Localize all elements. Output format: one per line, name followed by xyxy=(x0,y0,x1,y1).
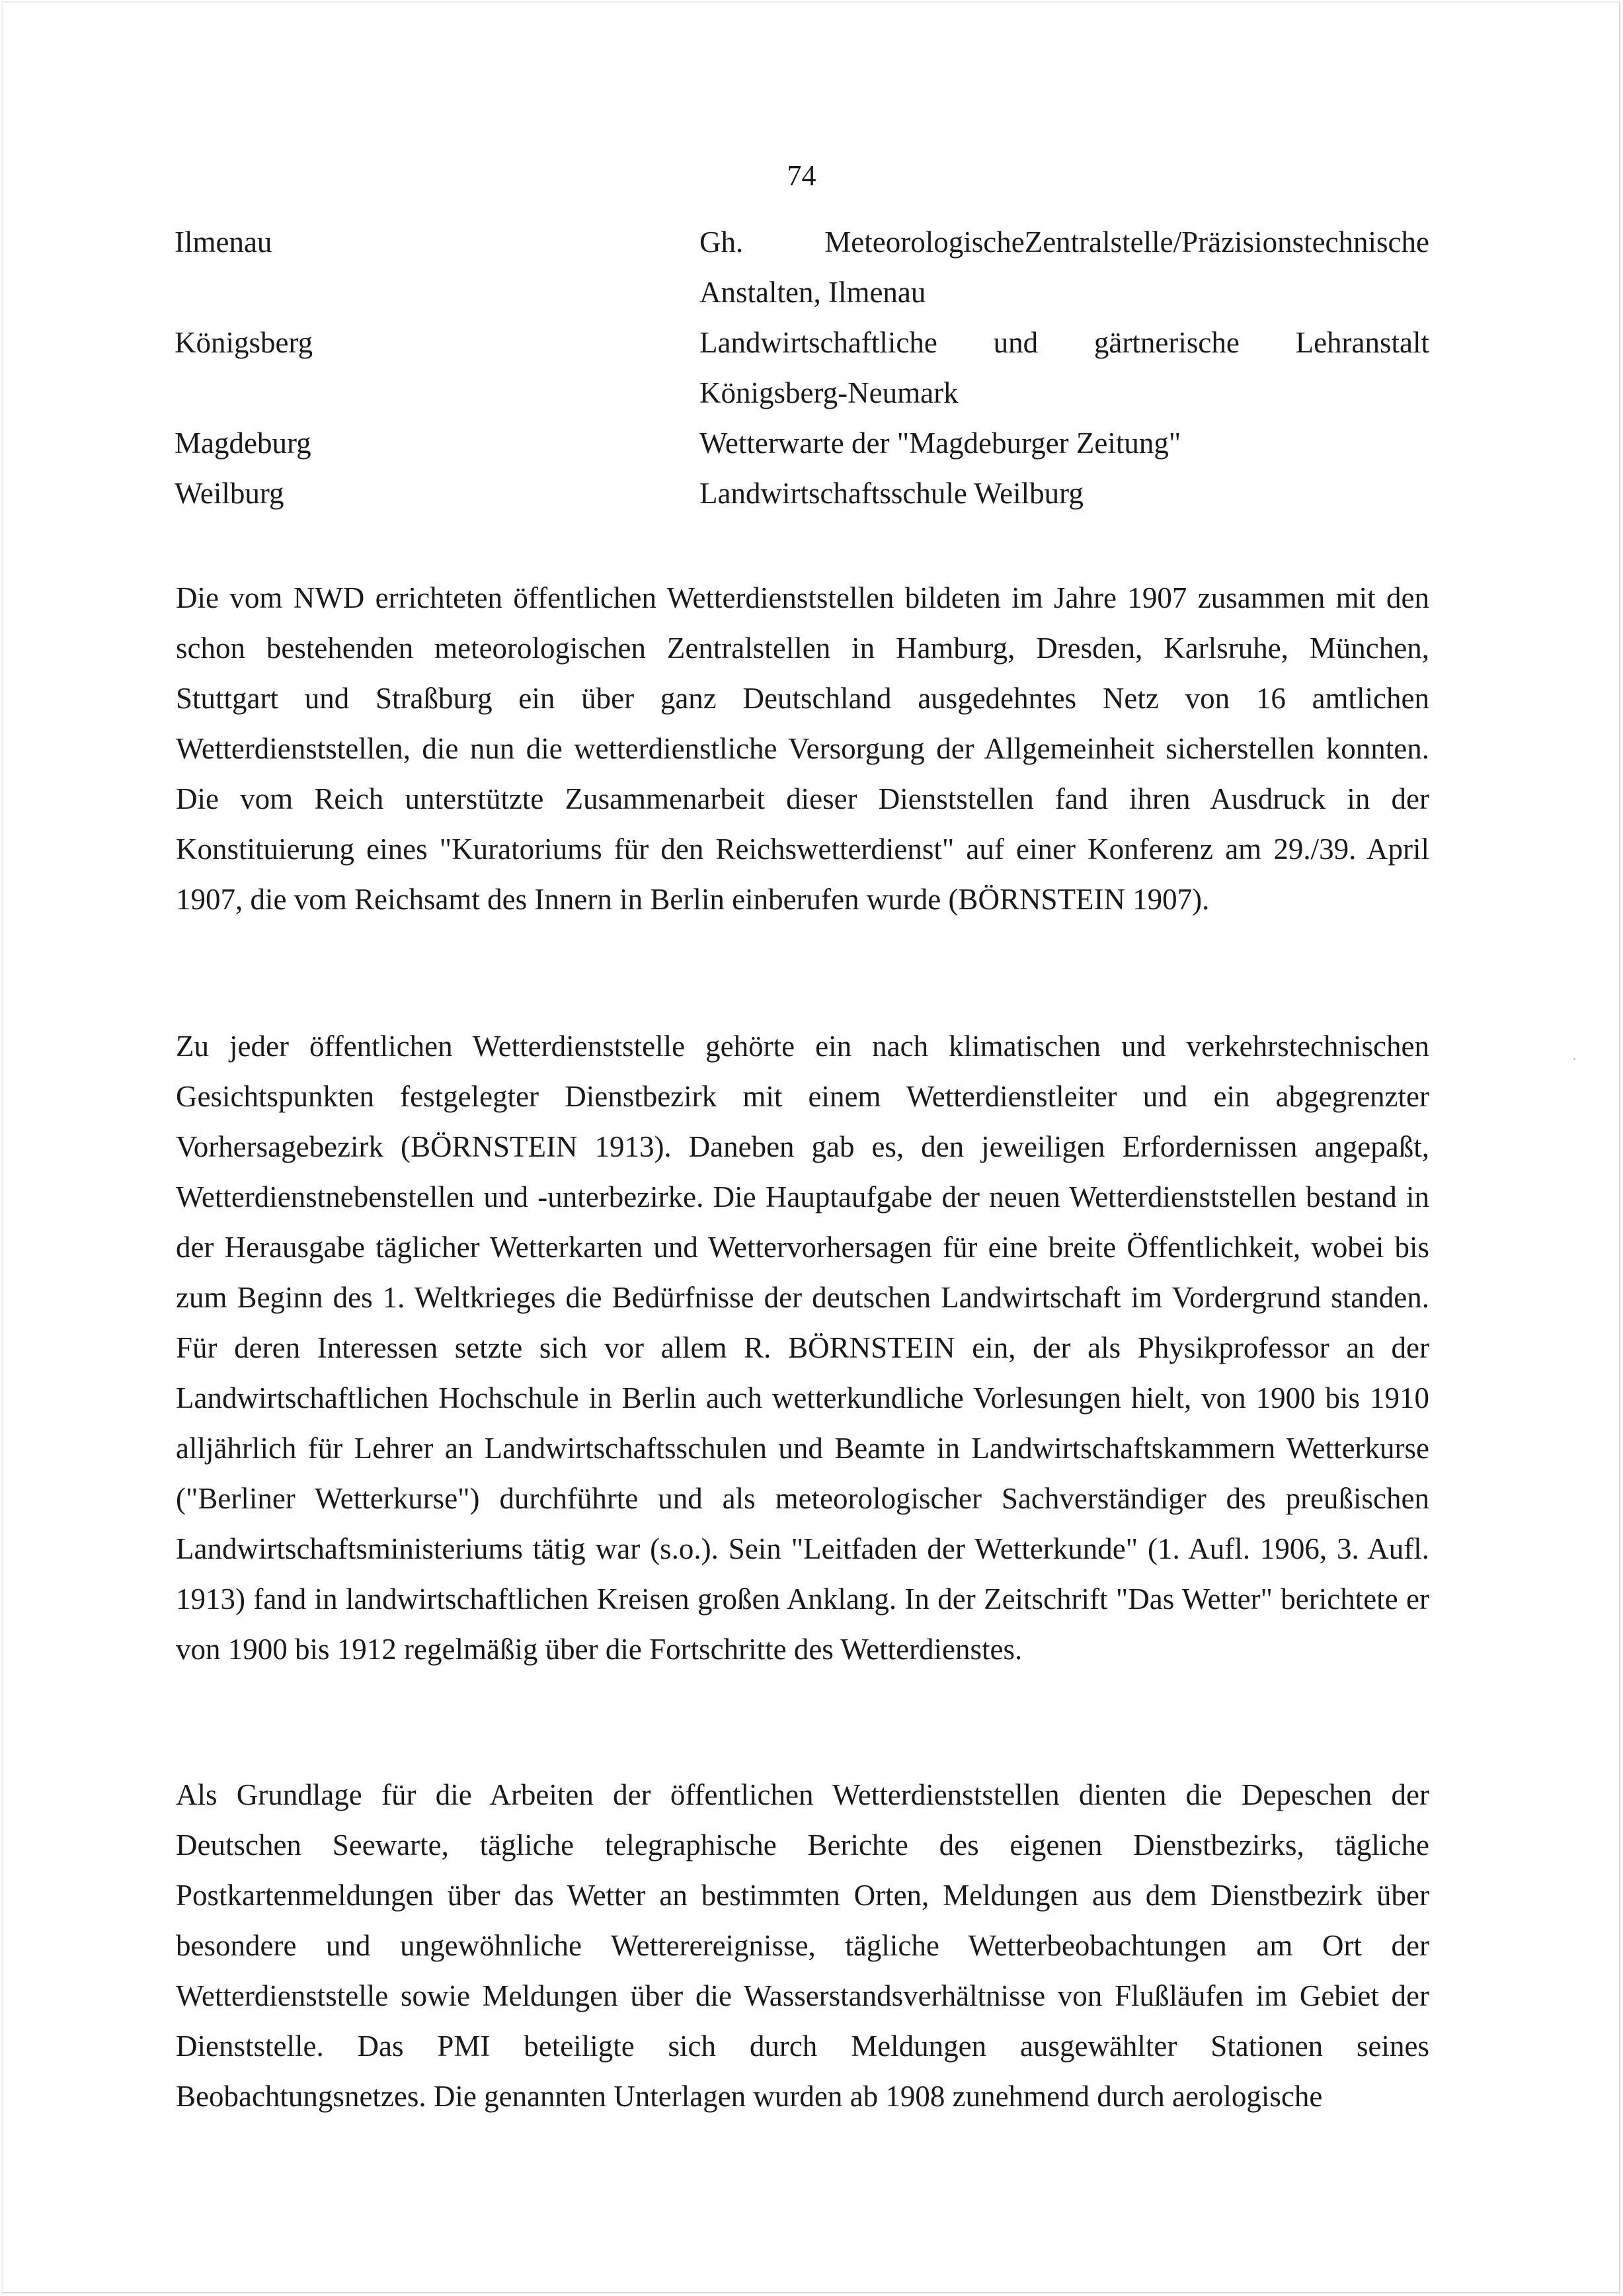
body-paragraph: Die vom NWD errichteten öffentlichen Wetterdienststellen bildeten im Jahre 1907 zusammen mit den schon bestehenden meteorologischen Zentralstellen in Hamburg, Dresden, Karlsruhe, München, Stuttgart und Straßburg ein über ganz Deutschland ausgedehntes Netz von 16 amtlichen Wetterdienststellen, die nun die wetterdienstliche Versorgung der Allgemeinheit sicherstellen konnten. Die vom Reich unterstützte Zusammenarbeit dieser Dienststellen fand ihren Ausdruck in der Konstituierung eines "Kuratoriums für den Reichswetterdienst" auf einer Konferenz am 29./39. April 1907, die vom Reichsamt des Innern in Berlin einberufen wurde (BÖRNSTEIN 1907). xyxy=(176,581,1429,916)
institution-name xyxy=(699,418,1429,468)
institution-name-line: Landwirtschaftsschule Weilburg xyxy=(699,477,1084,510)
institution-place: Magdeburg xyxy=(175,427,311,460)
scan-speck xyxy=(1573,1058,1575,1060)
institution-name xyxy=(699,317,1429,418)
institution-name-line: Gh. MeteorologischeZentralstelle/Präzisionstechnische xyxy=(699,226,1429,259)
institution-list xyxy=(175,217,1429,518)
body-paragraph: Zu jeder öffentlichen Wetterdienststelle gehörte ein nach klimatischen und verkehrstechnischen Gesichtspunkten festgelegter Dienstbezirk mit einem Wetterdienstleiter und ein abgegrenzter Vorhersagebezirk (BÖRNSTEIN 1913). Daneben gab es, den jeweiligen Erfordernissen angepaßt, Wetterdienstnebenstellen und -unterbezirke. Die Hauptaufgabe der neuen Wetterdienststellen bestand in der Herausgabe täglicher Wetterkarten und Wettervorhersagen für eine breite Öffentlichkeit, wobei bis zum Beginn des 1. Weltkrieges die Bedürfnisse der deutschen Landwirtschaft im Vordergrund standen. Für deren Interessen setzte sich vor allem R. BÖRNSTEIN ein, der als Physikprofessor an der Landwirtschaftlichen Hochschule in Berlin auch wetterkundliche Vorlesungen hielt, von 1900 bis 1910 alljährlich für Lehrer an Landwirtschaftsschulen und Beamte in Landwirtschaftskammern Wetterkurse ("Berliner Wetterkurse") durchführte und als meteorologischer Sachverständiger des preußischen Landwirtschaftsministeriums tätig war (s.o.). Sein "Leitfaden der Wetterkunde" (1. Aufl. 1906, 3. Aufl. 1913) fand in landwirtschaftlichen Kreisen großen Anklang. In der Zeitschrift "Das Wetter" berichtete er von 1900 bis 1912 regelmäßig über die Fortschritte des Wetterdienstes. xyxy=(176,1030,1429,1666)
institution-row xyxy=(175,217,1429,317)
institution-row xyxy=(175,317,1429,418)
institution-name xyxy=(699,468,1429,518)
institution-row xyxy=(175,418,1429,468)
page-number: 74 xyxy=(787,159,816,192)
institution-place: Königsberg xyxy=(175,326,313,359)
institution-name-line: Anstalten, Ilmenau xyxy=(699,276,926,309)
body-paragraph: Als Grundlage für die Arbeiten der öffentlichen Wetterdienststellen dienten die Depeschen der Deutschen Seewarte, tägliche telegraphische Berichte des eigenen Dienstbezirks, tägliche Postkartenmeldungen über das Wetter an bestimmten Orten, Meldungen aus dem Dienstbezirk über besondere und ungewöhnliche Wetterereignisse, tägliche Wetterbeobachtungen am Ort der Wetterdienststelle sowie Meldungen über die Wasserstandsverhältnisse von Flußläufen im Gebiet der Dienststelle. Das PMI beteiligte sich durch Meldungen ausgewählter Stationen seines Beobachtungsnetzes. Die genannten Unterlagen wurden ab 1908 zunehmend durch aerologische xyxy=(176,1778,1429,2113)
institution-name xyxy=(699,217,1429,317)
institution-row xyxy=(175,468,1429,518)
institution-place: Weilburg xyxy=(175,477,284,510)
institution-name-line: Königsberg-Neumark xyxy=(699,376,959,409)
institution-place: Ilmenau xyxy=(175,226,272,259)
institution-name-line: Wetterwarte der "Magdeburger Zeitung" xyxy=(699,427,1181,460)
institution-name-line: Landwirtschaftliche und gärtnerische Lehranstalt xyxy=(699,326,1429,359)
